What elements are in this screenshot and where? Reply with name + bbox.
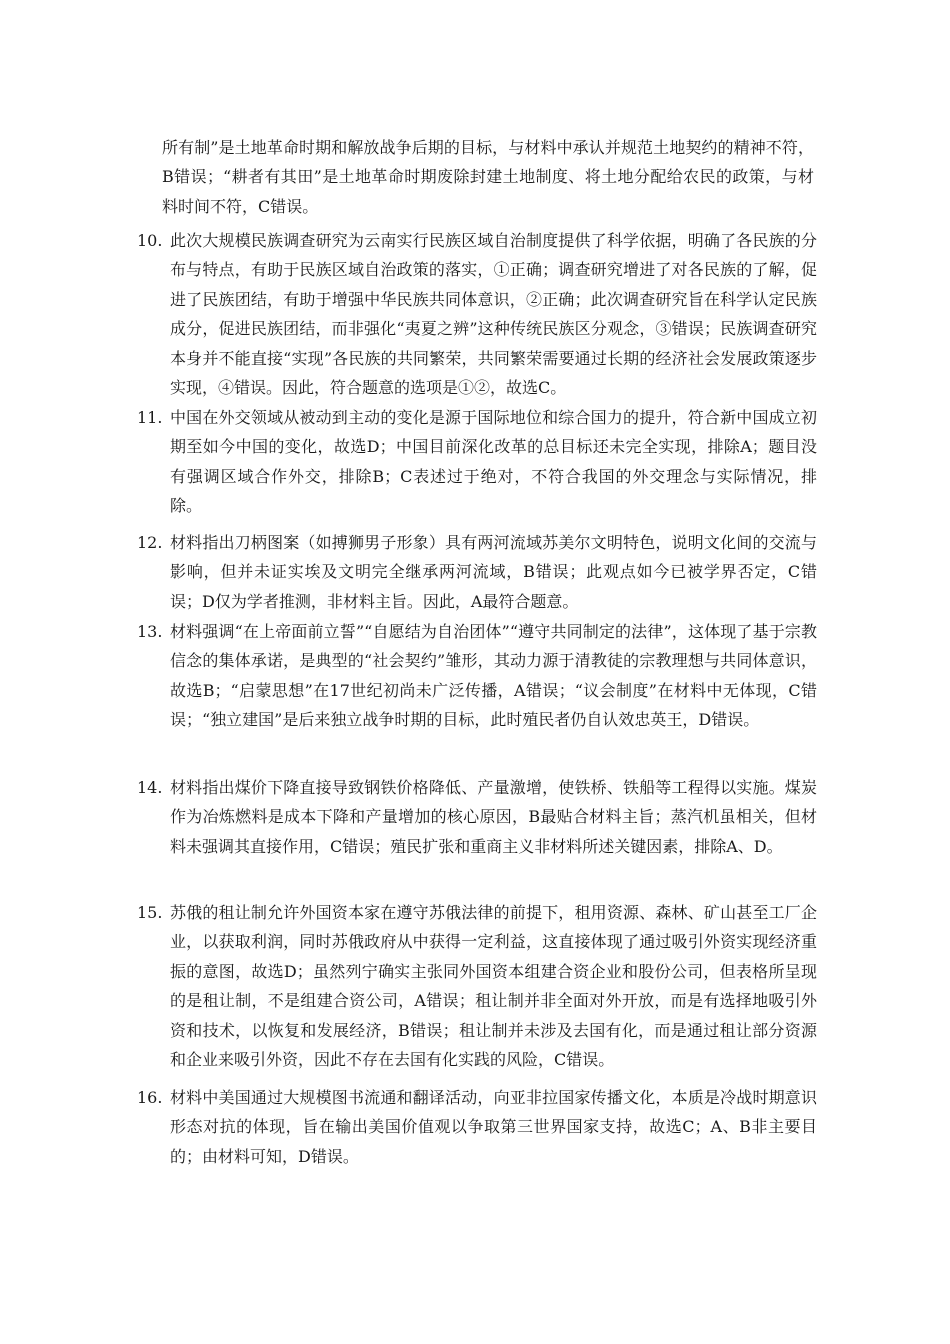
answer-item-13 [137,617,817,735]
item-text: 此次大规模民族调查研究为云南实行民族区域自治制度提供了科学依据，明确了各民族的分布与特点，有助于民族区域自治政策的落实，①正确；调查研究增进了对各民族的了解，促进了民族团结，有助于增强中华民族共同体意识，②正确；此次调查研究旨在科学认定民族成分，促进民族团结，而非强化“夷夏之辨”这种传统民族区分观念，③错误；民族调查研究本身并不能直接“实现”各民族的共同繁荣，共同繁荣需要通过长期的经济社会发展政策逐步实现，④错误。因此，符合题意的选项是①②，故选C。 [170,231,817,398]
answer-item-10 [137,226,817,402]
item-text: 材料强调“在上帝面前立誓”“自愿结为自治团体”“遵守共同制定的法律”，这体现了基于宗教信念的集体承诺，是典型的“社会契约”雏形，其动力源于清教徒的宗教理想与共同体意识，故选B；“启蒙思想”在17世纪初尚未广泛传播，A错误；“议会制度”在材料中无体现，C错误；“独立建国”是后来独立战争时期的目标，此时殖民者仍自认效忠英王，D错误。 [170,622,817,730]
item-number: 15. [137,903,163,922]
item-text: 材料中美国通过大规模图书流通和翻译活动，向亚非拉国家传播文化，本质是冷战时期意识形态对抗的体现，旨在输出美国价值观以争取第三世界国家支持，故选C；A、B非主要目的；由材料可知，D错误。 [170,1088,817,1166]
item-text: 材料指出刀柄图案（如搏狮男子形象）具有两河流域苏美尔文明特色，说明文化间的交流与影响，但并未证实埃及文明完全继承两河流域，B错误；此观点如今已被学界否定，C错误；D仅为学者推测，非材料主旨。因此，A最符合题意。 [170,533,817,611]
item-number: 11. [137,408,163,427]
item-number: 16. [137,1088,163,1107]
answer-item-16 [137,1083,817,1171]
item-number: 13. [137,622,163,641]
item-text: 材料指出煤价下降直接导致钢铁价格降低、产量激增，使铁桥、铁船等工程得以实施。煤炭作为冶炼燃料是成本下降和产量增加的核心原因，B最贴合材料主旨；蒸汽机虽相关，但材料未强调其直接作用，C错误；殖民扩张和重商主义非材料所述关键因素，排除A、D。 [170,778,817,856]
answer-item-15 [137,898,817,1074]
answer-item-12 [137,528,817,616]
item-text: 苏俄的租让制允许外国资本家在遵守苏俄法律的前提下，租用资源、森林、矿山甚至工厂企业，以获取利润，同时苏俄政府从中获得一定利益，这直接体现了通过吸引外资实现经济重振的意图，故选D；虽然列宁确实主张同外国资本组建合资企业和股份公司，但表格所呈现的是租让制，不是组建合资公司，A错误；租让制并非全面对外开放，而是有选择地吸引外资和技术，以恢复和发展经济，B错误；租让制并未涉及去国有化，而是通过租让部分资源和企业来吸引外资，因此不存在去国有化实践的风险，C错误。 [170,903,817,1070]
item-number: 14. [137,778,163,797]
item-number: 12. [137,533,163,552]
item-text: 中国在外交领域从被动到主动的变化是源于国际地位和综合国力的提升，符合新中国成立初期至如今中国的变化，故选D；中国目前深化改革的总目标还未完全实现，排除A；题目没有强调区域合作外交，排除B；C表述过于绝对，不符合我国的外交理念与实际情况，排除。 [170,408,817,516]
answer-item-11 [137,403,817,521]
answer-item-14 [137,773,817,861]
continuation-paragraph: 所有制”是土地革命时期和解放战争后期的目标，与材料中承认并规范土地契约的精神不符，B错误；“耕者有其田”是土地革命时期废除封建土地制度、将土地分配给农民的政策，与材料时间不符，C错误。 [162,138,814,216]
item-number: 10. [137,231,163,250]
